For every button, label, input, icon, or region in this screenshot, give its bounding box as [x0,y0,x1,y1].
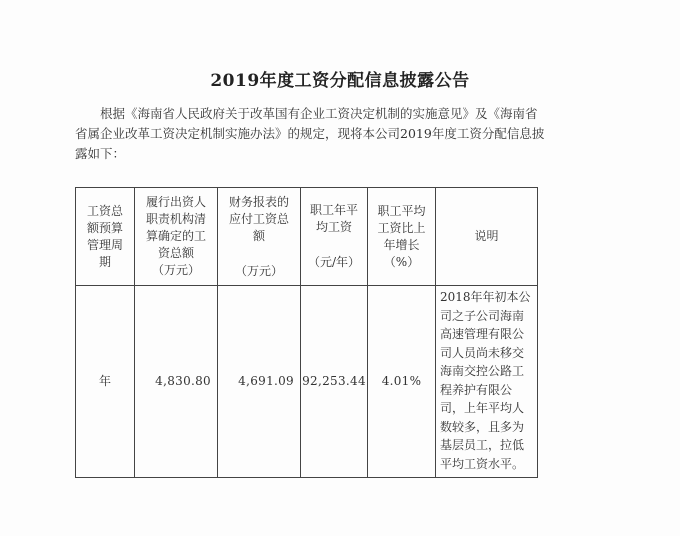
header-avg-wage [301,188,368,286]
header-note [436,188,538,286]
header-avg-wage-label: 职工年平均工资 [309,203,358,234]
header-avg-wage-unit: （元/年） [307,255,361,269]
header-growth [368,188,436,286]
header-period [76,188,135,286]
cell-confirmed-total: 4,830.80 [135,286,218,478]
header-growth-label: 职工平均工资比上年增长（%） [377,203,426,269]
header-note-label: 说明 [474,229,499,243]
intro-paragraph [75,104,545,164]
header-confirmed-total-label: 履行出资人职责机构清算确定的工资总额 [145,195,206,260]
header-confirmed-total-unit: （万元） [151,263,200,277]
cell-note: 2018年年初本公司之子公司海南高速管理有限公司人员尚未移交海南交控公路工程养护有限公司，上年平均人数较多，且多为基层员工，拉低平均工资水平。 [436,286,538,478]
wage-disclosure-table [75,187,538,478]
cell-period: 年 [76,286,135,478]
cell-payable-total: 4,691.09 [218,286,301,478]
page-title: 2019年度工资分配信息披露公告 [210,71,470,91]
header-period-label: 工资总额预算管理周期 [86,203,123,269]
header-payable-total [218,188,301,286]
header-payable-total-label: 财务报表的应付工资总额 [228,194,289,243]
cell-growth: 4.01% [368,286,436,478]
table-row [76,286,538,478]
header-confirmed-total [135,188,218,286]
cell-avg-wage: 92,253.44 [301,286,368,478]
header-payable-total-unit: （万元） [234,263,283,278]
table-header-row [76,188,538,286]
intro-text: 根据《海南省人民政府关于改革国有企业工资决定机制的实施意见》及《海南省省属企业改革工资决定机制实施办法》的规定，现将本公司2019年度工资分配信息披露如下： [75,106,545,161]
